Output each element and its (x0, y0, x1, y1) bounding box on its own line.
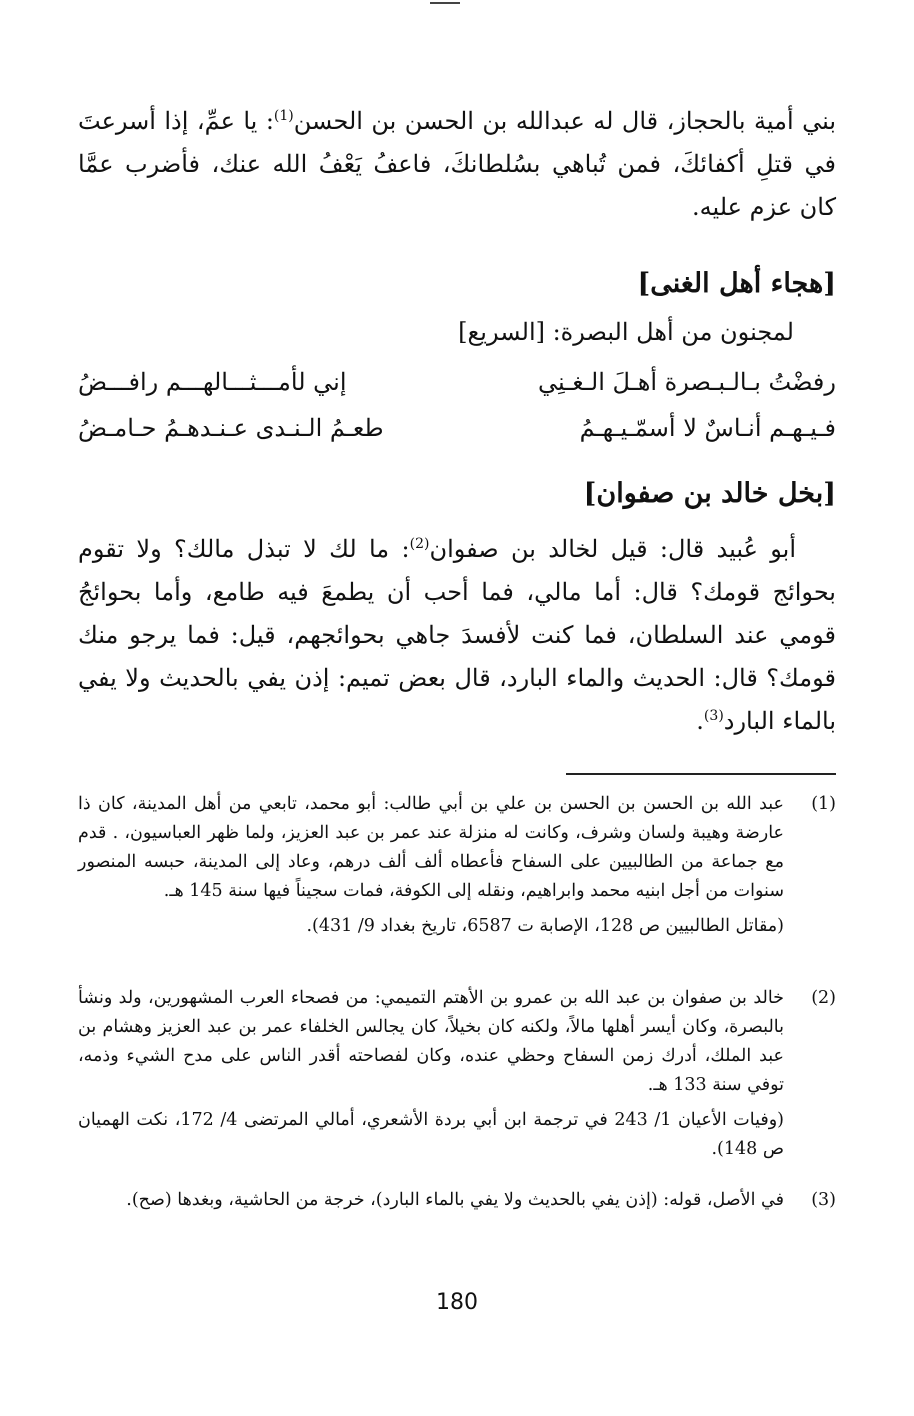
section-heading-1: [هجاء أهل الغنى] (637, 268, 836, 299)
verse-2 (78, 414, 836, 450)
paragraph-2 (78, 528, 836, 743)
footnote-3-text: في الأصل، قوله: (إذن يفي بالحديث ولا يفي بالماء البارد)، خرجة من الحاشية، وبغدها (صح). (126, 1190, 784, 1210)
verse-1 (78, 368, 836, 404)
footnote-2 (78, 984, 836, 1164)
footnote-1-number: (1) (811, 794, 836, 814)
paragraph-1-rest: : يا عمِّ، إذا أسرعتَ في قتلِ أكفائكَ، فمن تُباهي بسُلطانكَ، فاعفُ يَعْفُ الله عنك، فأضرب عمَّا كان عزم عليه. (78, 107, 836, 221)
footnote-2-text: خالد بن صفوان بن عبد الله بن عمرو بن الأهتم التميمي: من فصحاء العرب المشهورين، ولد ونشأ بالبصرة، وكان أيسر أهلها مالاً، ولكنه كان بخيلاً، كان يجالس الخلفاء عمر بن عبد العزيز وهشام بن عبد الملك، أدرك زمن السفاح وحظي عنده، وكان لفصاحته أقدر الناس على مدح الشيء وذمه، توفي سنة 133 هـ. (78, 988, 784, 1095)
paragraph-2-text-b: : ما لك لا تبذل مالك؟ ولا تقوم بحوائج قومك؟ قال: أما مالي، فما أحب أن يطمعَ فيه طامع، وأما بحوائجُ قومي عند السلطان، فما كنت لأفسدَ جاهي بحوائجهم، قيل: فما يرجو منك قومك؟ قال: الحديث والماء البارد، قال بعض تميم: إذن يفي بالحديث ولا يفي بالماء البارد (78, 535, 836, 735)
paragraph-2-text-a: أبو عُبيد قال: قيل لخالد بن صفوان (429, 535, 797, 563)
page-number: 180 (436, 1290, 478, 1315)
verse-1-first-hemistich: رفضْتُ بـالـبـصرة أهـلَ الـغـنِي (538, 368, 836, 396)
footnote-ref-3: (3) (703, 708, 724, 724)
top-mark (430, 2, 460, 4)
poem-intro: لمجنون من أهل البصرة: [السريع] (458, 318, 794, 346)
footnote-1 (78, 790, 836, 941)
footnote-3 (78, 1186, 836, 1215)
footnote-ref-1: (1) (273, 108, 294, 124)
footnote-ref-2: (2) (409, 536, 430, 552)
footnote-separator (566, 773, 836, 775)
footnote-3-number: (3) (811, 1190, 836, 1210)
footnote-1-text: عبد الله بن الحسن بن الحسن بن علي بن أبي طالب: أبو محمد، تابعي من أهل المدينة، كان ذا عارضة وهيبة ولسان وشرف، وكانت له منزلة عند عمر بن عبد العزيز، ولما ظهر العباسيون، . قدم مع جماعة من الطالبيين على السفاح فأعطاه ألف ألف درهم، وعاد إلى المدينة، حبسه المنصور سنوات من أجل ابنيه محمد وابراهيم، ونقله إلى الكوفة، فمات سجيناً فيها سنة 145 هـ. (78, 794, 784, 901)
footnote-1-source: (مقاتل الطالبيين ص 128، الإصابة ت 6587، تاريخ بغداد 9/ 431). (306, 916, 784, 936)
verse-2-first-hemistich: فـيـهـم أنـاسٌ لا أسمّـيـهـمُ (579, 414, 836, 442)
paragraph-2-end: . (696, 707, 704, 735)
footnote-2-number: (2) (811, 988, 836, 1008)
section-heading-2: [بخل خالد بن صفوان] (583, 478, 836, 509)
verse-2-second-hemistich: طعـمُ الـنـدى عـنـدهـمُ حـامـضُ (78, 414, 384, 442)
footnote-2-source: (وفيات الأعيان 1/ 243 في ترجمة ابن أبي بردة الأشعري، أمالي المرتضى 4/ 172، نكت الهميان ص 148). (78, 1110, 784, 1159)
paragraph-1-text: بني أمية بالحجاز، قال له عبدالله بن الحسن بن الحسن (293, 107, 836, 135)
paragraph-1 (78, 100, 836, 229)
verse-1-second-hemistich: إني لأمـــثـــالهـــم رافـــضُ (78, 368, 347, 396)
